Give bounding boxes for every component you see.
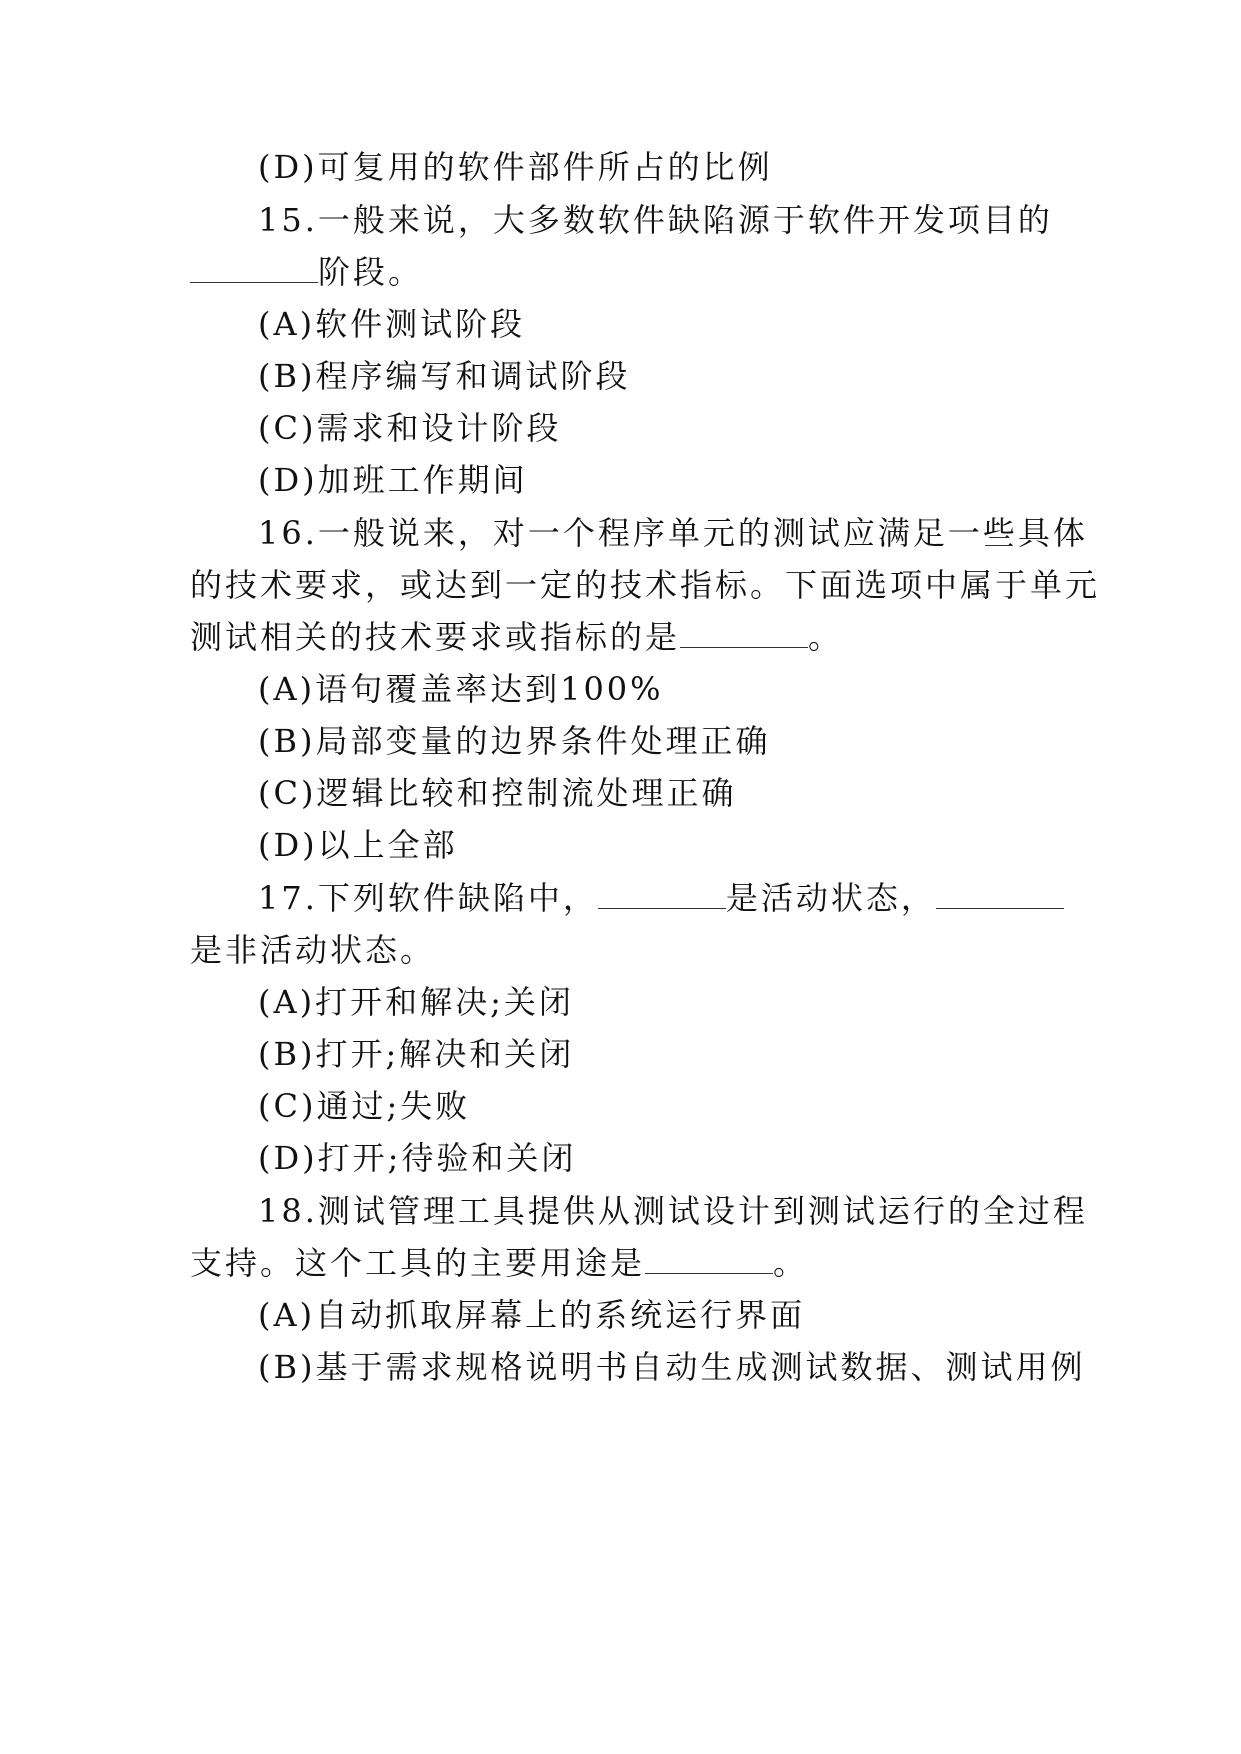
option-15a: (A)软件测试阶段: [258, 305, 526, 343]
option-17c: (C)通过;失败: [258, 1087, 471, 1125]
answer-blank: [190, 252, 318, 283]
question-17: 17.下列软件缺陷中， 是活动状态，: [0, 878, 1241, 918]
option-16a: (A)语句覆盖率达到100%: [258, 670, 664, 708]
question-15: 15.一般来说，大多数软件缺陷源于软件开发项目的: [258, 201, 1053, 239]
option-18a: (A)自动抓取屏幕上的系统运行界面: [258, 1296, 806, 1334]
answer-blank: [645, 1243, 773, 1274]
answer-blank: [936, 878, 1064, 909]
question-17-cont: 是非活动状态。: [190, 931, 436, 969]
option-15d: (D)加班工作期间: [258, 461, 528, 499]
option-17d: (D)打开;待验和关闭: [258, 1139, 577, 1177]
option-18b: (B)基于需求规格说明书自动生成测试数据、测试用例: [258, 1348, 1086, 1386]
question-16-cont-2: 测试相关的技术要求或指标的是 。: [190, 618, 844, 656]
question-16: 16.一般说来，对一个程序单元的测试应满足一些具体: [258, 514, 1088, 552]
option-16d: (D)以上全部: [258, 826, 458, 864]
option-17a: (A)打开和解决;关闭: [258, 983, 574, 1021]
answer-blank: [598, 878, 726, 909]
question-18-cont: 支持。这个工具的主要用途是 。: [190, 1244, 809, 1282]
question-16-cont-1: 的技术要求，或达到一定的技术指标。下面选项中属于单元: [190, 566, 1101, 604]
option-15c: (C)需求和设计阶段: [258, 409, 562, 447]
option-16b: (B)局部变量的边界条件处理正确: [258, 722, 771, 760]
answer-blank: [680, 617, 808, 648]
option-16c: (C)逻辑比较和控制流处理正确: [258, 774, 737, 812]
option-14d: (D)可复用的软件部件所占的比例: [258, 148, 773, 186]
question-15-cont: 阶段。: [0, 252, 1241, 292]
option-15b: (B)程序编写和调试阶段: [258, 357, 631, 395]
question-18: 18.测试管理工具提供从测试设计到测试运行的全过程: [258, 1192, 1088, 1230]
option-17b: (B)打开;解决和关闭: [258, 1035, 575, 1073]
